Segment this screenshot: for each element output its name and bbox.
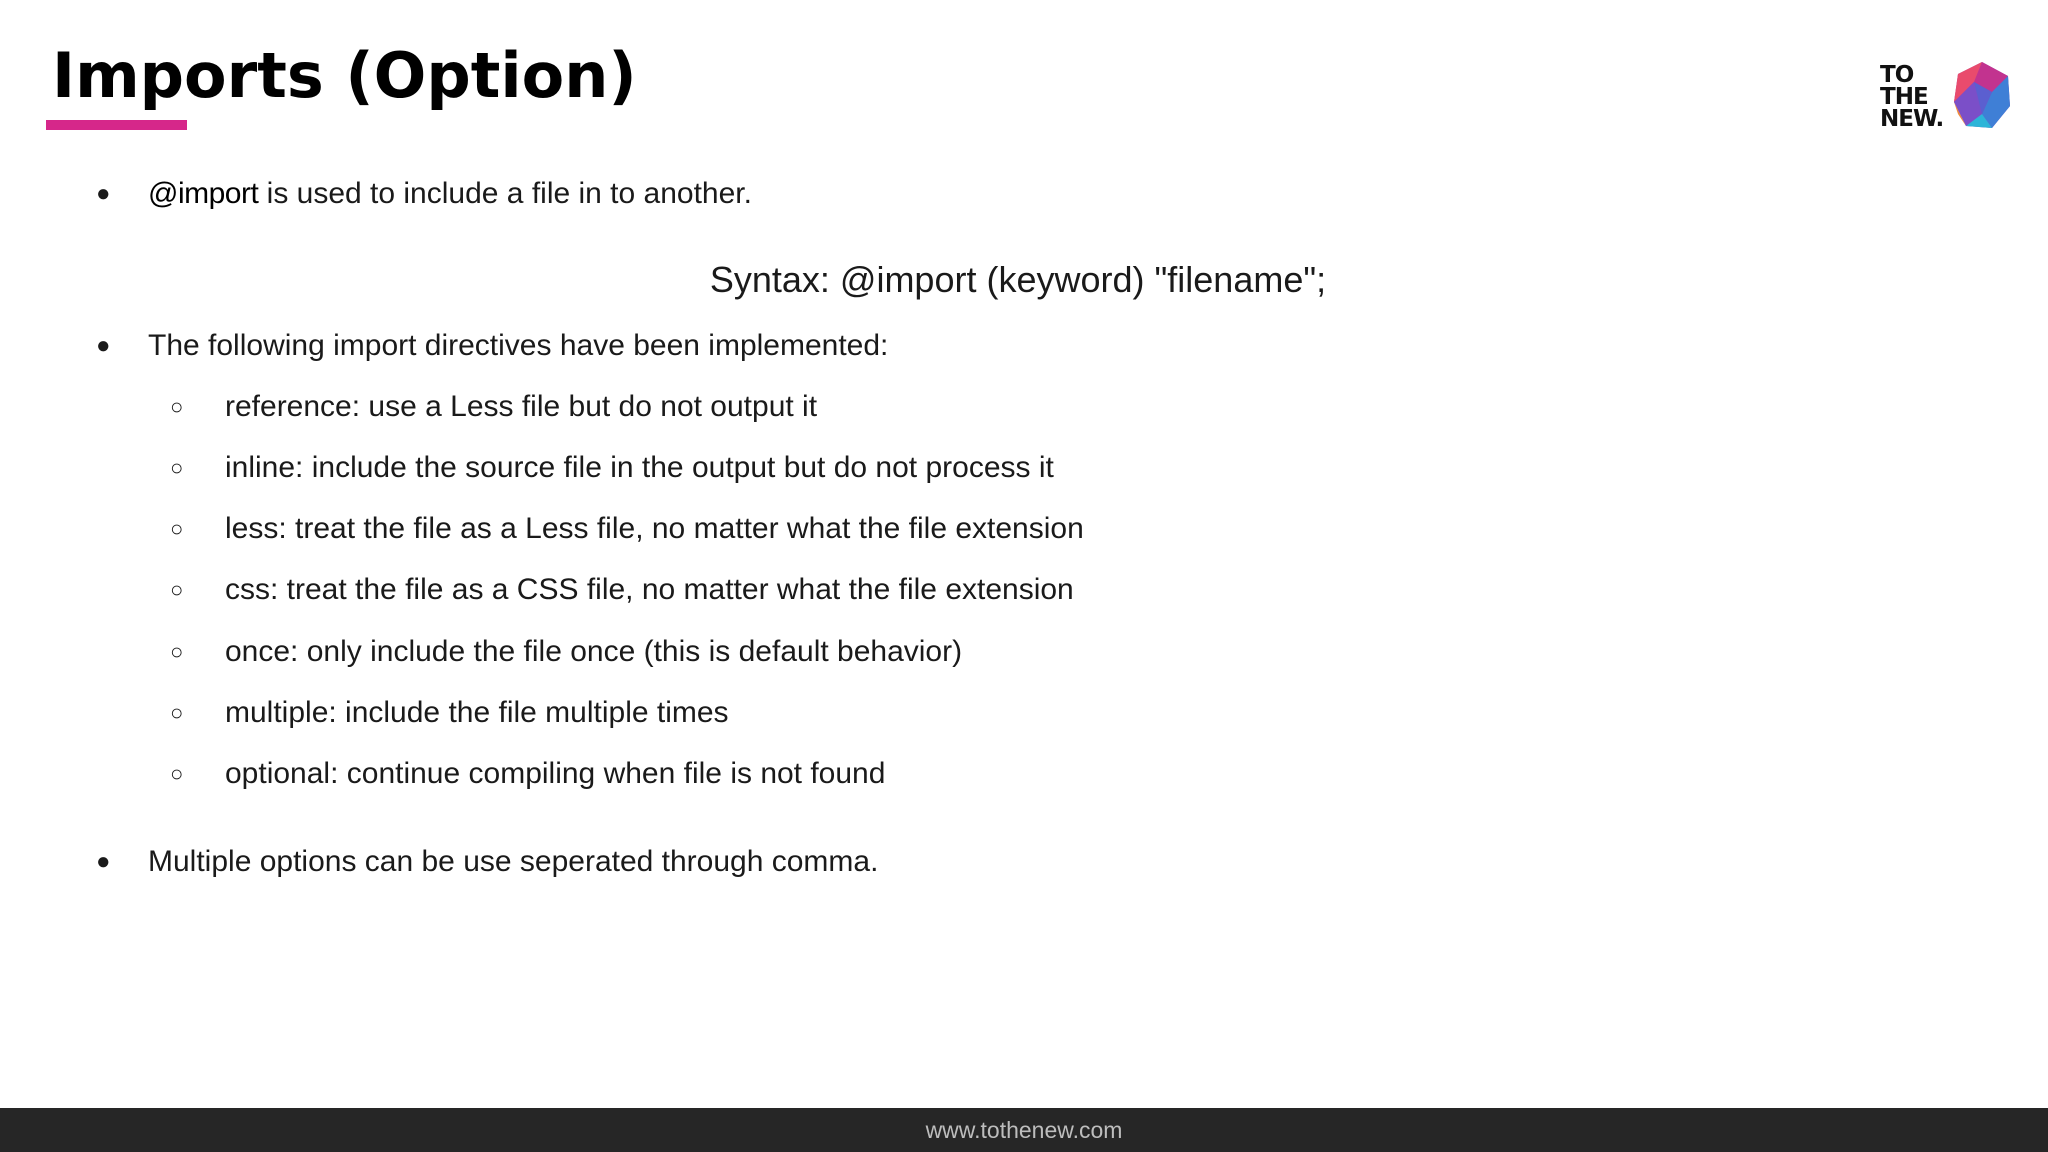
footer-bar xyxy=(0,1108,2048,1152)
title-underline xyxy=(46,120,187,130)
sub-bullet-marker: ○ xyxy=(170,577,184,602)
directive-text: once: only include the file once (this is default behavior) xyxy=(225,635,963,668)
sub-bullet-marker: ○ xyxy=(170,516,184,541)
sub-bullet-marker: ○ xyxy=(170,639,184,664)
directive-text: reference: use a Less file but do not output it xyxy=(225,390,818,423)
directive-text: inline: include the source file in the output but do not process it xyxy=(225,451,1054,484)
logo-gem-icon xyxy=(1952,62,2012,130)
bullet-marker: ● xyxy=(96,180,111,207)
sub-bullet-marker: ○ xyxy=(170,394,184,419)
sub-bullet-marker: ○ xyxy=(170,700,184,725)
bullet-text: @import is used to include a file in to another. xyxy=(148,177,752,210)
footer-url: www.tothenew.com xyxy=(925,1117,1123,1143)
import-keyword: @import xyxy=(148,177,259,210)
bullet-marker: ● xyxy=(96,848,111,875)
slide-title: Imports (Option) xyxy=(52,39,637,112)
directive-text: less: treat the file as a Less file, no matter what the file extension xyxy=(225,512,1084,545)
sub-bullet-marker: ○ xyxy=(170,761,184,786)
syntax-line: Syntax: @import (keyword) "filename"; xyxy=(709,259,1327,300)
sub-bullet-marker: ○ xyxy=(170,455,184,480)
logo-wordmark: TO THE NEW. xyxy=(1880,62,1944,132)
directive-text: optional: continue compiling when file is not found xyxy=(225,757,886,790)
directive-text: css: treat the file as a CSS file, no matter what the file extension xyxy=(225,573,1074,606)
bullet-text: Multiple options can be use seperated through comma. xyxy=(148,845,879,878)
to-the-new-logo xyxy=(1880,62,2010,136)
directive-text: multiple: include the file multiple times xyxy=(225,696,729,729)
bullet-marker: ● xyxy=(96,332,111,359)
bullet-text: The following import directives have been implemented: xyxy=(148,329,889,362)
